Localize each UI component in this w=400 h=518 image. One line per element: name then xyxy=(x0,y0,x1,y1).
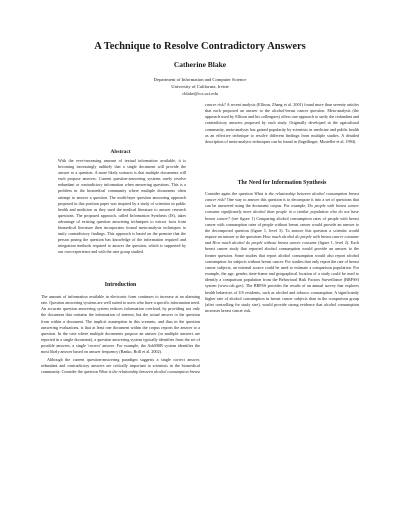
affiliation-block xyxy=(0,76,400,97)
introduction-paragraph-2 xyxy=(41,357,200,375)
need-text-a: Consider again the question xyxy=(205,191,255,196)
need-section-heading-wrap xyxy=(205,180,359,186)
need-text-b: One way to answer this question is to decompose it into a set of questions that can be answered using the document corpus. For example, xyxy=(205,197,359,209)
affiliation-department: Department of Information and Computer Science xyxy=(153,77,247,82)
right-column-continuation xyxy=(205,102,359,145)
introduction-heading-wrap xyxy=(41,282,200,288)
introduction-paragraph-2-text: Although the current question-answering paradigm suggests a single correct answer, redundant and contradictory answers are critically important to scientists in the biomedical community. Consider the question xyxy=(41,356,200,374)
need-italic-a: What is the relationship between alcohol consumption breast cancer risk? xyxy=(205,191,360,203)
introduction-heading: Introduction xyxy=(104,282,137,288)
introduction-body xyxy=(41,294,200,376)
paper-title: A Technique to Resolve Contradictory Answers xyxy=(94,41,306,52)
author-name: Catherine Blake xyxy=(173,60,227,69)
need-section-paragraph xyxy=(205,191,359,314)
need-italic-d: How much alcohol do people without breast cancer consume xyxy=(212,240,317,246)
need-italic-c: How much alcohol do people with breast cancer consume xyxy=(262,234,359,240)
affiliation-email: cblake@ics.uci.edu xyxy=(182,91,218,96)
introduction-question-italic: What is the relationship between alcohol consumption breast xyxy=(98,368,200,374)
continuation-italic: cancer risk? xyxy=(205,102,226,107)
need-text-d: and xyxy=(205,240,213,246)
need-italic-b: Do people with breast cancer consume significantly more alcohol than people in a similar population who do not have breast cancer? xyxy=(205,203,359,221)
need-section-heading: The Need for Information Synthesis xyxy=(237,180,327,186)
continuation-text: A recent analysis (Ellison, Zhang et al. 2001) found more than seventy articles that each proposed an answer to the alcohol-breast cancer question. Meta-analysis (the approach used by Ellison and his colleagues) offers one approach to unify the redundant and contradictory answers proposed by each study. Originally developed in the agricultural community, meta-analysis has gained popularity by scientists in medicine and public health as an effective technique to resolve different findings from multiple studies. A detailed description of meta-analytic techniques can be found in (Ingelfinger, Mosteller et al. 1994). xyxy=(205,102,359,144)
need-text-e: (figure 1, level 2). Each breast cancer study that reported alcohol consumption would provide an answer to the former question. Some studies that report alcohol consumption would also report alcohol consumption for subjects without breast cancer. For studies that only report the rate of breast cancer subjects, an external source could be used to estimate a comparison population. For example, the age, gender, time-frame and geographical location of a study could be used to identify a comparison population from the Behavioral Risk Factors Surveillance (BRFSS) system (www.cdc.gov). The BRFSS provides the results of an annual survey that explores health behaviors of US residents, such as alcohol and tobacco consumption. A significantly higher rate of alcohol consumption in breast cancer subjects than in the comparison group (after controlling for study size), would provide strong evidence that alcohol consumption increases breast cancer risk. xyxy=(205,240,360,313)
need-text-c: (see figure 1) Comparing alcohol consumption rates of people with breast cancer with consumption rates of people without breast cancer would provide an answer to the decomposed question (figure 1, level 3). To answer this question a scientist would require an answer to the questions xyxy=(205,215,359,240)
need-section-body xyxy=(205,191,359,314)
affiliation-university: University of California, Irvine xyxy=(171,84,229,89)
abstract-text: With the ever-increasing amount of textual information available, it is becoming increasingly unlikely that a single document will provide the answer to a question. A more likely scenario is that multiple documents will each propose answers. Current question-answering systems rarely resolve redundant or contradictory information when answering questions. This is a problem in the biomedical community where multiple documents often attempt to answer a question. The multi-layer question answering approach proposed in this position paper was inspired by a study of scientists in public health and medicine as they used the medical literature to answer research questions. The proposed approach, called Information Synthesis (IS), takes advantage of existing question answering techniques to extract facts from biomedical literature then incorporates formal meta-analysis techniques to unify contradictory findings. This approach is based on the premise that the person posing the question has knowledge of the information required and integration methods required to answer the question, which is supported by our own experience and with the user group studied. xyxy=(58,158,186,255)
continuation-paragraph xyxy=(205,102,359,145)
introduction-paragraph-1: The amount of information available in electronic form continues to increase at an alarming rate. Question answering systems are well suited to users who have a specific information need. An accurate question answering system reduces information overload, by providing not only the document that contains the information of interest, but the actual answer to the question from within a document. The implicit assumption in this scenario, and thus in the question answering evaluations, is that at least one document within the corpus reports the answer to a question. In the case where multiple documents propose an answer (or multiple answers are reported in a single document), a question answering system typically identifies from the set of possible answers, a single 'correct' answer. For example, the AskMSR system identifies the most likely answer based on answer frequency (Banko, Brill et al. 2002). xyxy=(41,294,200,355)
abstract-heading: Abstract xyxy=(110,149,131,155)
abstract-body xyxy=(58,158,186,256)
